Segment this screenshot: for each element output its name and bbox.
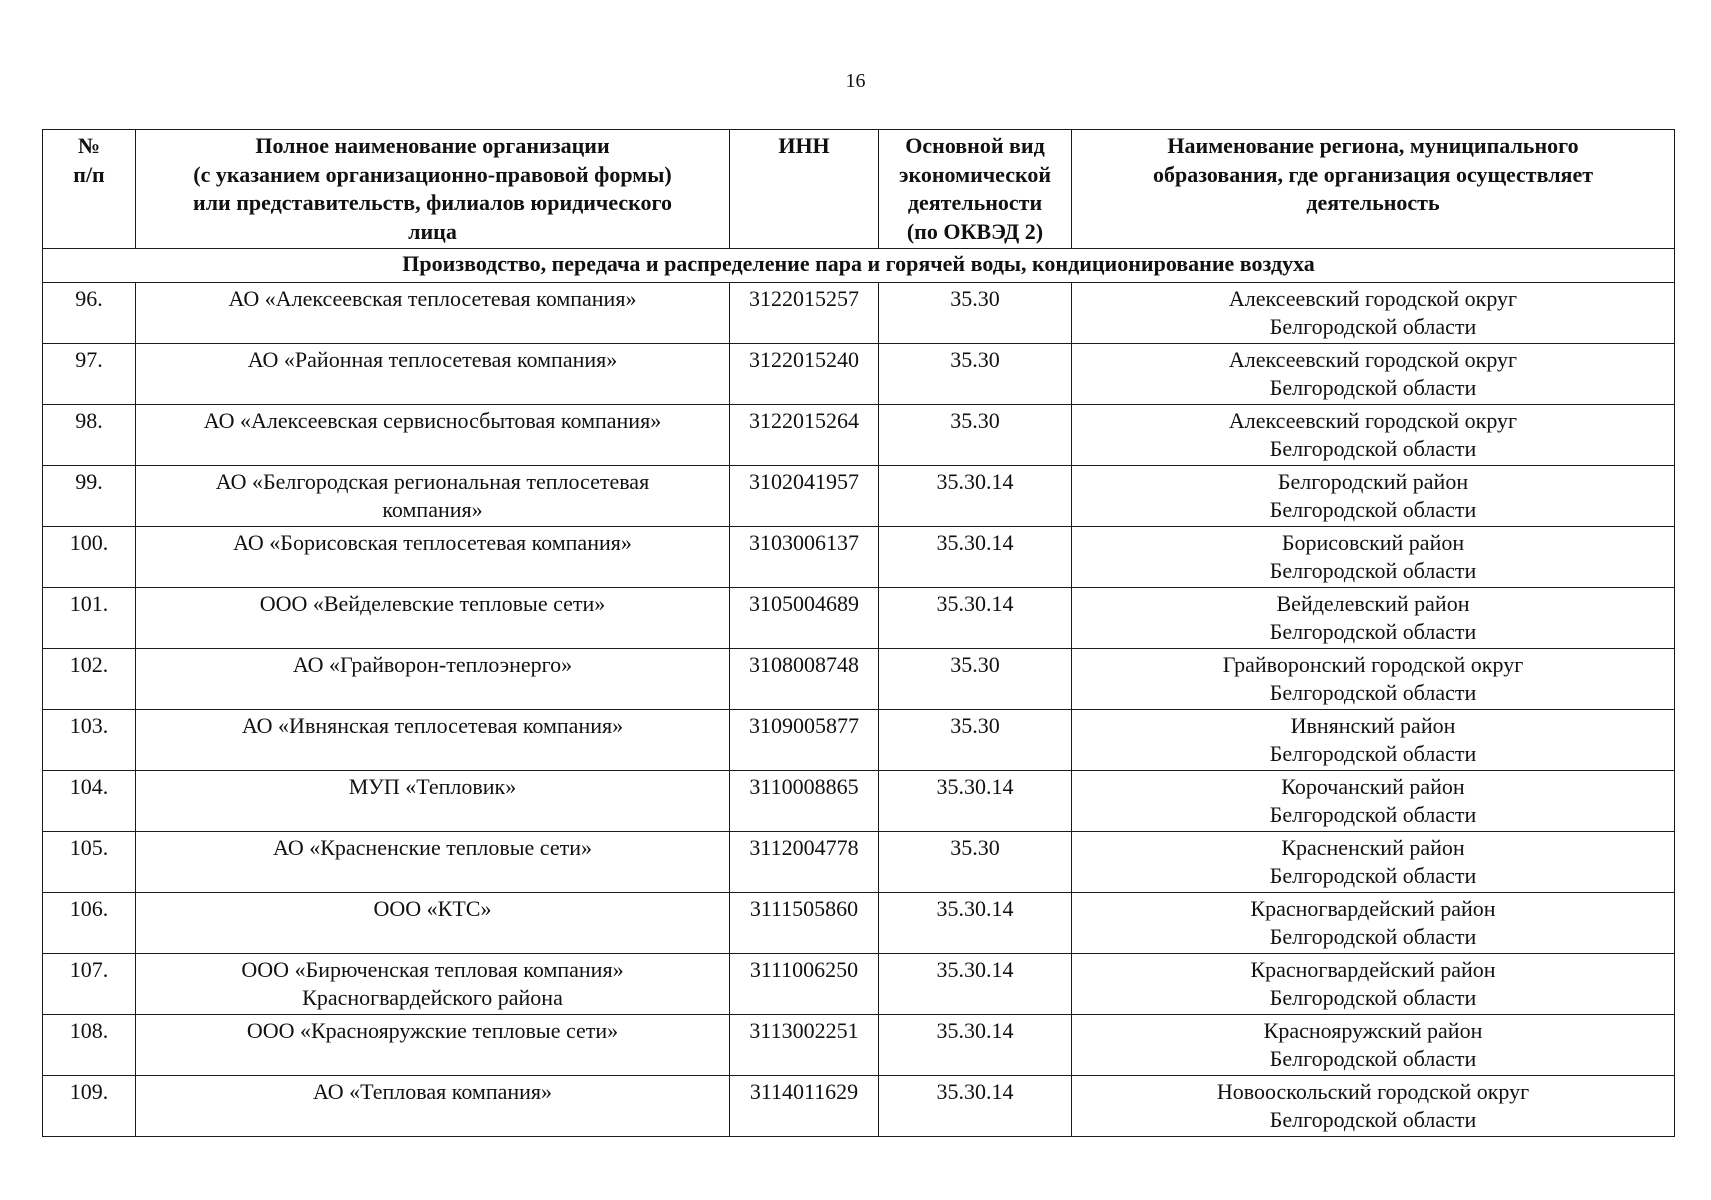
row-name [136,466,730,527]
row-num: 103. [43,710,136,771]
cell-line: Белгородской области [1269,375,1477,400]
cell-line: АО «Борисовская теплосетевая компания» [233,530,632,555]
row-region [1072,466,1675,527]
row-name [136,1015,730,1076]
table-row [43,588,1675,649]
cell-line: Белгородской области [1269,619,1477,644]
table-row [43,283,1675,344]
cell-line: Белгородской области [1269,1107,1477,1132]
section-title: Производство, передача и распределение пара и горячей воды, кондиционирование воздуха [43,249,1675,283]
row-num: 104. [43,771,136,832]
row-inn: 3111505860 [730,893,879,954]
cell-line: Белгородской области [1269,558,1477,583]
cell-line: Наименование региона, муниципального [1167,133,1579,158]
row-inn: 3112004778 [730,832,879,893]
cell-line: Белгородской области [1269,1046,1477,1071]
cell-line: ООО «Бирюченская тепловая компания» [241,957,624,982]
row-region [1072,283,1675,344]
row-num: 102. [43,649,136,710]
row-region [1072,405,1675,466]
row-num: 96. [43,283,136,344]
row-region [1072,527,1675,588]
row-okved: 35.30 [879,710,1072,771]
table-row [43,832,1675,893]
cell-line: АО «Белгородская региональная теплосетевая [215,469,650,494]
cell-line: Грайворонский городской округ [1222,652,1524,677]
cell-line: (с указанием организационно-правовой формы) [193,161,672,187]
row-region [1072,710,1675,771]
cell-line: Белгородской области [1269,802,1477,827]
cell-line: АО «Ивнянская теплосетевая компания» [241,713,624,738]
cell-line: (по ОКВЭД 2) [906,218,1044,244]
table-row [43,527,1675,588]
cell-line: лица [408,218,457,244]
cell-line: Красненский район [1281,835,1465,860]
cell-line: Красногвардейского района [302,985,563,1010]
row-inn: 3109005877 [730,710,879,771]
cell-line: или представительств, филиалов юридического [193,190,672,215]
cell-line: Ивнянский район [1290,713,1456,738]
table-row [43,1076,1675,1137]
cell-line: Белгородской области [1269,314,1477,339]
table-row [43,466,1675,527]
row-okved: 35.30 [879,405,1072,466]
cell-line: ООО «Краснояружские тепловые сети» [246,1018,619,1043]
row-region [1072,588,1675,649]
cell-line: деятельность [1306,190,1440,215]
cell-line: ООО «Вейделевские тепловые сети» [259,591,606,616]
cell-line: Полное наименование организации [255,133,610,158]
row-okved: 35.30.14 [879,466,1072,527]
header-inn [730,130,879,249]
row-name [136,893,730,954]
table-header [43,130,1675,249]
cell-line: АО «Алексеевская теплосетевая компания» [228,286,637,311]
header-row [43,130,1675,249]
cell-line: АО «Алексеевская сервисносбытовая компания» [203,408,662,433]
table-row [43,954,1675,1015]
cell-line: Белгородской области [1269,741,1477,766]
table-body [43,249,1675,1137]
row-okved: 35.30.14 [879,588,1072,649]
cell-line: АО «Красненские тепловые сети» [273,835,592,860]
cell-line: Белгородской области [1269,924,1477,949]
row-okved: 35.30.14 [879,954,1072,1015]
row-num: 100. [43,527,136,588]
cell-line: АО «Грайворон-теплоэнерго» [292,652,573,677]
row-inn: 3108008748 [730,649,879,710]
row-region [1072,771,1675,832]
cell-line: компания» [382,497,483,522]
table-row [43,710,1675,771]
row-name [136,1076,730,1137]
cell-line: Белгородской области [1269,436,1477,461]
row-inn: 3105004689 [730,588,879,649]
row-okved: 35.30 [879,832,1072,893]
cell-line: Алексеевский городской округ [1228,286,1518,311]
row-region [1072,832,1675,893]
cell-line: Вейделевский район [1276,591,1470,616]
row-inn: 3122015257 [730,283,879,344]
row-inn: 3111006250 [730,954,879,1015]
cell-line: Алексеевский городской округ [1228,347,1518,372]
row-region [1072,954,1675,1015]
row-inn: 3113002251 [730,1015,879,1076]
row-name [136,954,730,1015]
cell-line: Основной вид [905,133,1045,158]
row-region [1072,344,1675,405]
row-name [136,283,730,344]
cell-line: Красногвардейский район [1250,957,1496,982]
cell-line: Белгородской области [1269,985,1477,1010]
header-num [43,130,136,249]
row-num: 98. [43,405,136,466]
cell-line: экономической [898,161,1052,187]
row-okved: 35.30.14 [879,527,1072,588]
section-row [43,249,1675,283]
row-inn: 3102041957 [730,466,879,527]
row-okved: 35.30 [879,283,1072,344]
cell-line: АО «Тепловая компания» [312,1079,553,1104]
row-inn: 3122015240 [730,344,879,405]
table-row [43,771,1675,832]
row-num: 97. [43,344,136,405]
row-okved: 35.30.14 [879,1076,1072,1137]
row-name [136,649,730,710]
row-num: 107. [43,954,136,1015]
row-name [136,344,730,405]
table-row [43,344,1675,405]
page-number: 16 [845,70,866,92]
cell-line: Белгородской области [1269,680,1477,705]
row-name [136,771,730,832]
table-row [43,893,1675,954]
row-region [1072,893,1675,954]
row-okved: 35.30.14 [879,893,1072,954]
cell-line: ООО «КТС» [373,896,492,921]
header-okved [879,130,1072,249]
row-okved: 35.30.14 [879,771,1072,832]
cell-line: п/п [73,161,105,187]
header-region [1072,130,1675,249]
table-row [43,405,1675,466]
row-num: 109. [43,1076,136,1137]
row-num: 101. [43,588,136,649]
cell-line: Алексеевский городской округ [1228,408,1518,433]
cell-line: образования, где организация осуществляет [1152,161,1594,187]
cell-line: деятельности [907,190,1043,215]
row-num: 105. [43,832,136,893]
cell-line: Корочанский район [1281,774,1465,799]
cell-line: Борисовский район [1281,530,1465,555]
row-num: 99. [43,466,136,527]
organizations-table [42,129,1675,1137]
cell-line: МУП «Тепловик» [348,774,517,799]
cell-line: Белгородской области [1269,863,1477,888]
row-okved: 35.30 [879,344,1072,405]
row-okved: 35.30 [879,649,1072,710]
row-region [1072,649,1675,710]
cell-line: АО «Районная теплосетевая компания» [247,347,618,372]
row-inn: 3110008865 [730,771,879,832]
table-row [43,649,1675,710]
table-row [43,1015,1675,1076]
row-name [136,710,730,771]
row-inn: 3103006137 [730,527,879,588]
row-okved: 35.30.14 [879,1015,1072,1076]
row-name [136,527,730,588]
cell-line: ИНН [778,133,830,158]
row-num: 108. [43,1015,136,1076]
row-inn: 3122015264 [730,405,879,466]
cell-line: Новооскольский городской округ [1216,1079,1530,1104]
cell-line: Красногвардейский район [1250,896,1496,921]
row-name [136,588,730,649]
row-region [1072,1015,1675,1076]
cell-line: Краснояружский район [1263,1018,1483,1043]
row-name [136,832,730,893]
cell-line: Белгородский район [1277,469,1469,494]
row-inn: 3114011629 [730,1076,879,1137]
cell-line: Белгородской области [1269,497,1477,522]
cell-line: № [77,133,101,158]
row-region [1072,1076,1675,1137]
header-name [136,130,730,249]
row-num: 106. [43,893,136,954]
row-name [136,405,730,466]
